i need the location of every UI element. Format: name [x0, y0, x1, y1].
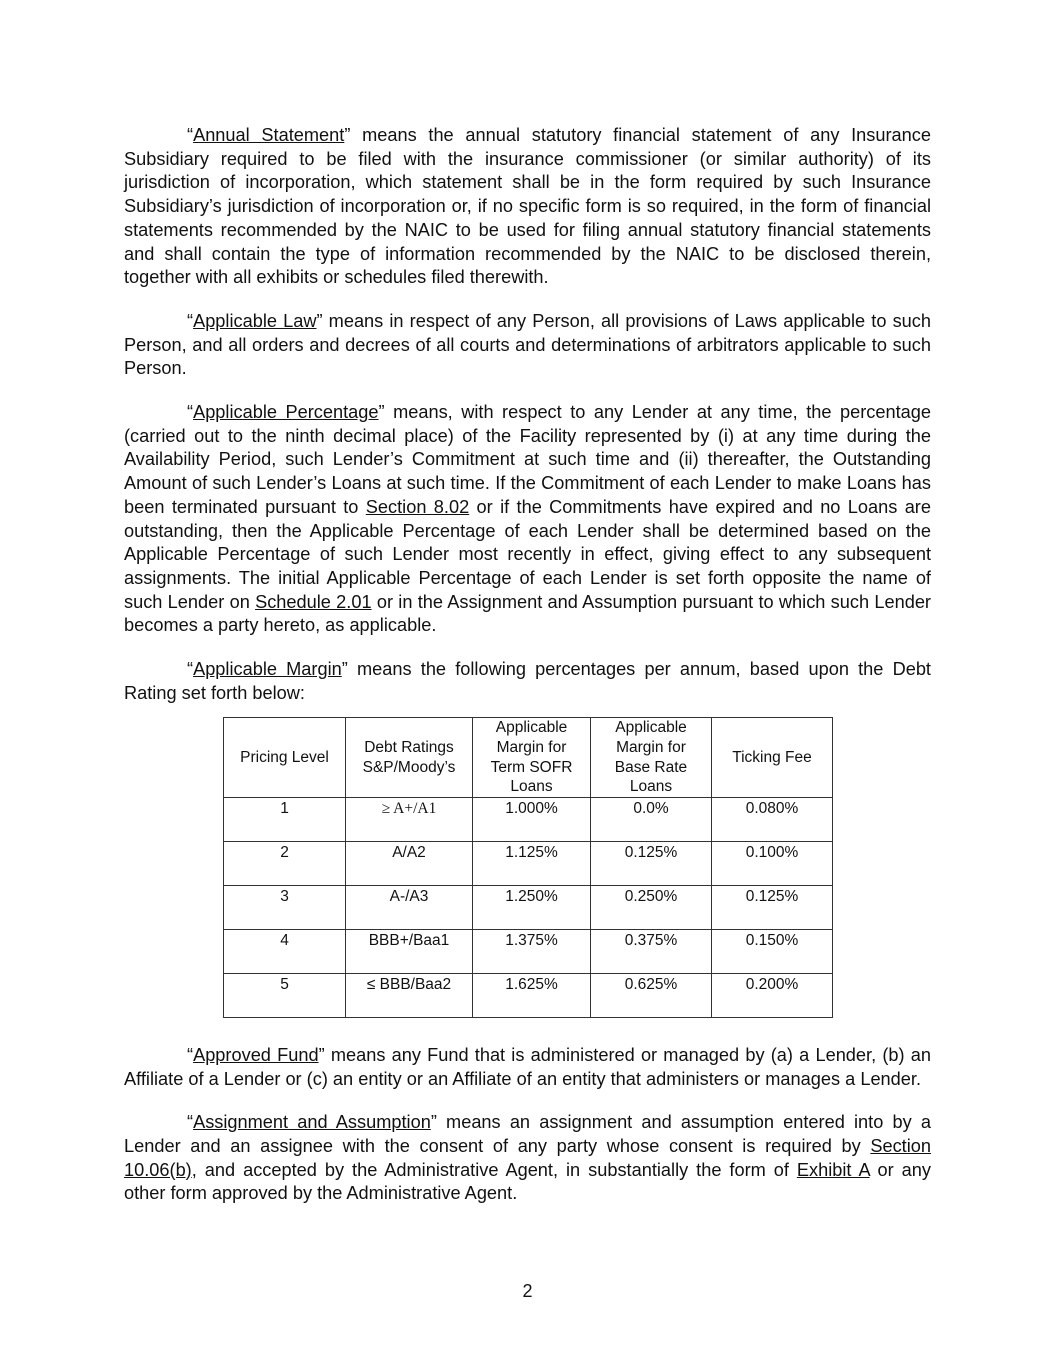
cell-pricing-level: 1 — [224, 797, 346, 841]
cell-ticking-fee: 0.080% — [712, 797, 833, 841]
definition-applicable-margin — [124, 658, 931, 705]
cell-ticking-fee: 0.150% — [712, 929, 833, 973]
header-pricing-level — [224, 718, 346, 797]
definition-approved-fund — [124, 1044, 931, 1091]
cell-debt-rating: ≤ BBB/Baa2 — [346, 973, 473, 1017]
table-row — [224, 841, 833, 885]
table-header-row — [224, 718, 833, 797]
definition-text: or any other form approved by the Administrative Agent. — [124, 1159, 932, 1204]
defined-term: Applicable Percentage — [193, 402, 379, 423]
table-row — [224, 973, 833, 1017]
cell-base-rate-margin: 0.125% — [591, 841, 712, 885]
table-row — [224, 885, 833, 929]
header-label: Debt Ratings — [364, 739, 454, 757]
close-quote: ” — [341, 659, 348, 680]
cell-term-sofr-margin: 1.375% — [473, 929, 591, 973]
cell-base-rate-margin: 0.250% — [591, 885, 712, 929]
definition-text: means, with respect to any Lender at any time, the percentage (carried out to the ninth decimal place) of the Facility represented by (i) at any time during the Availability Period, such Lender’s Commitment at such time and (ii) thereafter, the Outstanding Amount of such Lender’s Loans at such time. If the Commitment of each Lender to make Loans has been terminated pursuant to — [124, 402, 932, 517]
table-row — [224, 929, 833, 973]
definition-text: means the annual statutory financial statement of any Insurance Subsidiary required to be filed with the insurance commissioner (or similar authority) of its jurisdiction of incorporation, which statement shall be in the form required by such Insurance Subsidiary’s jurisdiction of incorporation or, if no specific form is so required, in the form of financial statements recommended by the NAIC to be used for filing annual statutory financial statements and shall contain the type of information recommended by the NAIC to be disclosed therein, together with all exhibits or schedules filed therewith. — [124, 125, 931, 288]
open-quote: “ — [187, 1112, 194, 1133]
defined-term: Applicable Margin — [193, 659, 342, 680]
cell-term-sofr-margin: 1.625% — [473, 973, 591, 1017]
cell-pricing-level: 3 — [224, 885, 346, 929]
header-label: Term SOFR — [490, 758, 573, 776]
schedule-reference: Schedule 2.01 — [255, 591, 372, 612]
cell-debt-rating: BBB+/Baa1 — [346, 929, 473, 973]
cell-base-rate-margin: 0.0% — [591, 797, 712, 841]
header-term-sofr-margin — [473, 718, 591, 797]
exhibit-reference: Exhibit A — [796, 1159, 870, 1180]
header-label: Base Rate — [614, 758, 688, 776]
table-row — [224, 797, 833, 841]
close-quote: ” — [316, 310, 323, 331]
definition-text: or in the Assignment and Assumption pursuant to which such Lender becomes a party hereto, as applicable. — [124, 591, 931, 636]
definition-text: or if the Commitments have expired and no Loans are outstanding, then the Applicable Percentage of each Lender shall be determined based on the Applicable Percentage of such Lender most recently in effect, giving effect to any subsequent assignments. The initial Applicable Percentage of each Lender is set forth opposite the name of such Lender on — [124, 496, 931, 612]
header-label: S&P/Moody’s — [362, 758, 456, 776]
section-reference: Section 10.06(b) — [124, 1135, 931, 1180]
cell-pricing-level: 5 — [224, 973, 346, 1017]
open-quote: “ — [187, 1044, 194, 1065]
definition-annual-statement — [124, 124, 931, 290]
cell-debt-rating: A-/A3 — [346, 885, 473, 929]
cell-term-sofr-margin: 1.125% — [473, 841, 591, 885]
section-reference: Section 8.02 — [365, 496, 470, 517]
header-base-rate-margin — [591, 718, 712, 797]
header-label: Loans — [510, 778, 553, 796]
header-debt-ratings — [346, 718, 473, 797]
definition-text: means an assignment and assumption entered into by a Lender and an assignee with the consent of any party whose consent is required by — [124, 1112, 931, 1156]
defined-term: Annual Statement — [193, 125, 345, 145]
cell-term-sofr-margin: 1.000% — [473, 797, 591, 841]
header-label: Margin for — [616, 739, 686, 757]
defined-term: Assignment and Assumption — [193, 1112, 431, 1133]
definition-text: , and accepted by the Administrative Agent, in substantially the form of — [191, 1159, 797, 1180]
cell-debt-rating: A/A2 — [346, 841, 473, 885]
close-quote: ” — [430, 1112, 437, 1133]
defined-term: Applicable Law — [193, 310, 317, 331]
cell-base-rate-margin: 0.375% — [591, 929, 712, 973]
open-quote: “ — [187, 310, 194, 331]
applicable-margin-table — [223, 717, 833, 1017]
cell-ticking-fee: 0.125% — [712, 885, 833, 929]
close-quote: ” — [344, 125, 351, 145]
open-quote: “ — [187, 659, 194, 680]
header-label: Loans — [629, 778, 673, 796]
definition-text: means in respect of any Person, all provisions of Laws applicable to such Person, and all orders and decrees of all courts and determinations of arbitrators applicable to such Person. — [124, 310, 931, 379]
definition-text: means the following percentages per annum, based upon the Debt Rating set forth below: — [124, 659, 931, 703]
cell-term-sofr-margin: 1.250% — [473, 885, 591, 929]
header-label: Applicable — [615, 719, 687, 737]
definition-applicable-percentage — [124, 401, 931, 638]
header-label: Applicable — [495, 719, 568, 737]
page-content — [124, 124, 931, 1226]
defined-term: Approved Fund — [193, 1044, 319, 1065]
page-number: 2 — [522, 1281, 533, 1301]
definition-assignment-and-assumption — [124, 1111, 931, 1206]
header-label: Margin for — [496, 739, 567, 757]
header-label: Ticking Fee — [732, 748, 812, 766]
close-quote: ” — [378, 402, 385, 423]
close-quote: ” — [318, 1044, 325, 1065]
cell-pricing-level: 4 — [224, 929, 346, 973]
open-quote: “ — [187, 402, 194, 423]
header-ticking-fee — [712, 718, 833, 797]
open-quote: “ — [187, 125, 194, 145]
cell-debt-rating: ≥ A+/A1 — [346, 797, 473, 841]
cell-ticking-fee: 0.200% — [712, 973, 833, 1017]
definition-applicable-law — [124, 310, 931, 381]
header-label: Pricing Level — [240, 748, 329, 766]
definition-text: means any Fund that is administered or managed by (a) a Lender, (b) an Affiliate of a Lender or (c) an entity or an Affiliate of an entity that administers or manages a Lender. — [124, 1044, 931, 1089]
cell-pricing-level: 2 — [224, 841, 346, 885]
cell-base-rate-margin: 0.625% — [591, 973, 712, 1017]
cell-ticking-fee: 0.100% — [712, 841, 833, 885]
